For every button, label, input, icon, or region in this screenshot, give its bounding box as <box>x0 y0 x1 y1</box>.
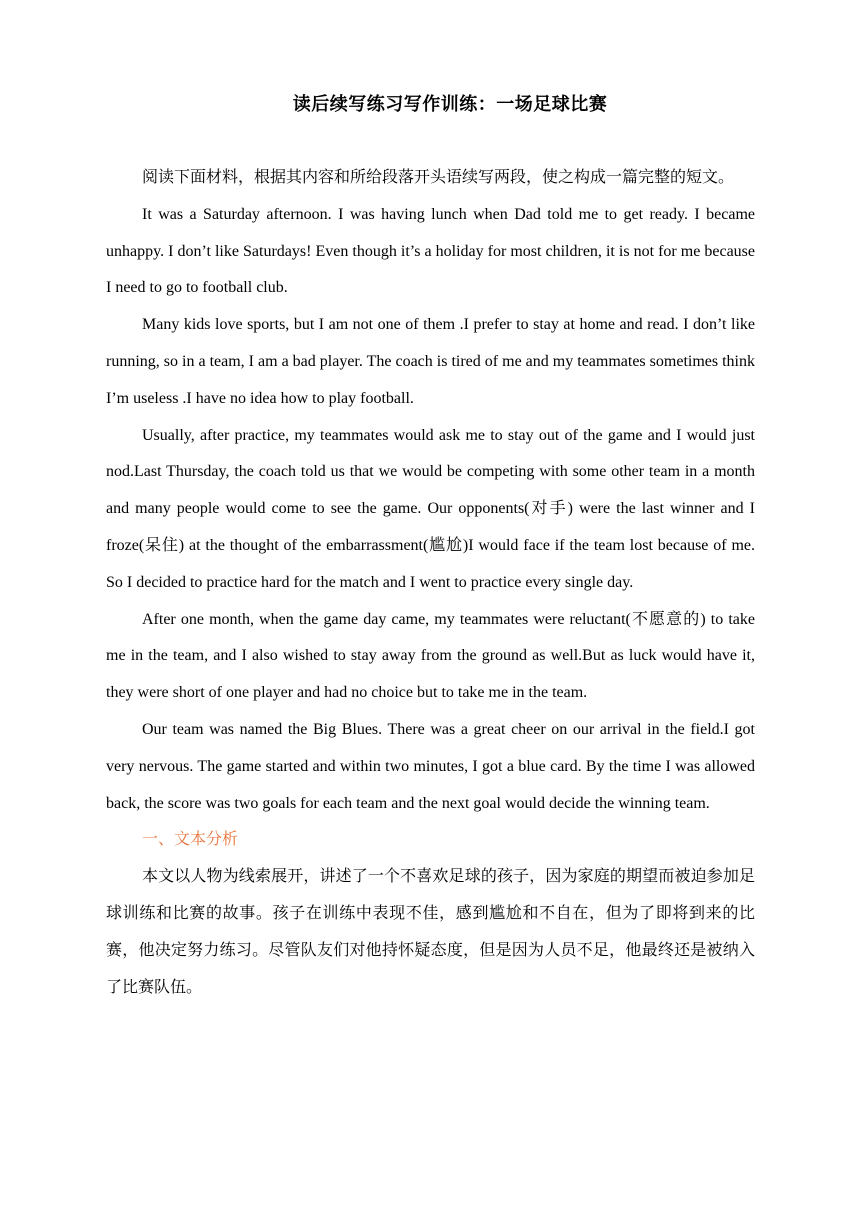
story-paragraph-2: Many kids love sports, but I am not one of them .I prefer to stay at home and read. I don’t like running, so in a team, I am a bad player. The coach is tired of me and my teammates sometimes think I’m useless .I have no idea how to play football. <box>106 316 755 407</box>
analysis-paragraph: 本文以人物为线索展开，讲述了一个不喜欢足球的孩子，因为家庭的期望而被迫参加足球训练和比赛的故事。孩子在训练中表现不佳，感到尴尬和不自在，但为了即将到来的比赛，他决定努力练习。尽管队友们对他持怀疑态度，但是因为人员不足，他最终还是被纳入了比赛队伍。 <box>106 868 755 996</box>
story-paragraph-3: Usually, after practice, my teammates would ask me to stay out of the game and I would just nod.Last Thursday, the coach told us that we would be competing with some other team in a month and many people would come to see the game. Our opponents(对手) were the last winner and I froze(呆住) at the thought of the embarrassment(尴尬)I would face if the team lost because of me. So I decided to practice hard for the match and I went to practice every single day. <box>106 426 755 591</box>
page-title: 读后续写练习写作训练：一场足球比赛 <box>292 94 608 115</box>
document-body <box>106 160 755 1006</box>
story-paragraph-4: After one month, when the game day came, my teammates were reluctant(不愿意的) to take me in the team, and I also wished to stay away from the ground as well.But as luck would have it, they were short of one player and had no choice but to take me in the team. <box>106 610 755 702</box>
instruction-paragraph: 阅读下面材料，根据其内容和所给段落开头语续写两段，使之构成一篇完整的短文。 <box>142 169 735 186</box>
story-paragraph-5: Our team was named the Big Blues. There was a great cheer on our arrival in the field.I got very nervous. The game started and within two minutes, I got a blue card. By the time I was allowed back, the score was two goals for each team and the next goal would decide the winning team. <box>106 720 755 812</box>
section-heading: 一、文本分析 <box>142 831 239 849</box>
story-paragraph-1: It was a Saturday afternoon. I was having lunch when Dad told me to get ready. I became unhappy. I don’t like Saturdays! Even though it’s a holiday for most children, it is not for me because I need to go to football club. <box>106 205 755 297</box>
